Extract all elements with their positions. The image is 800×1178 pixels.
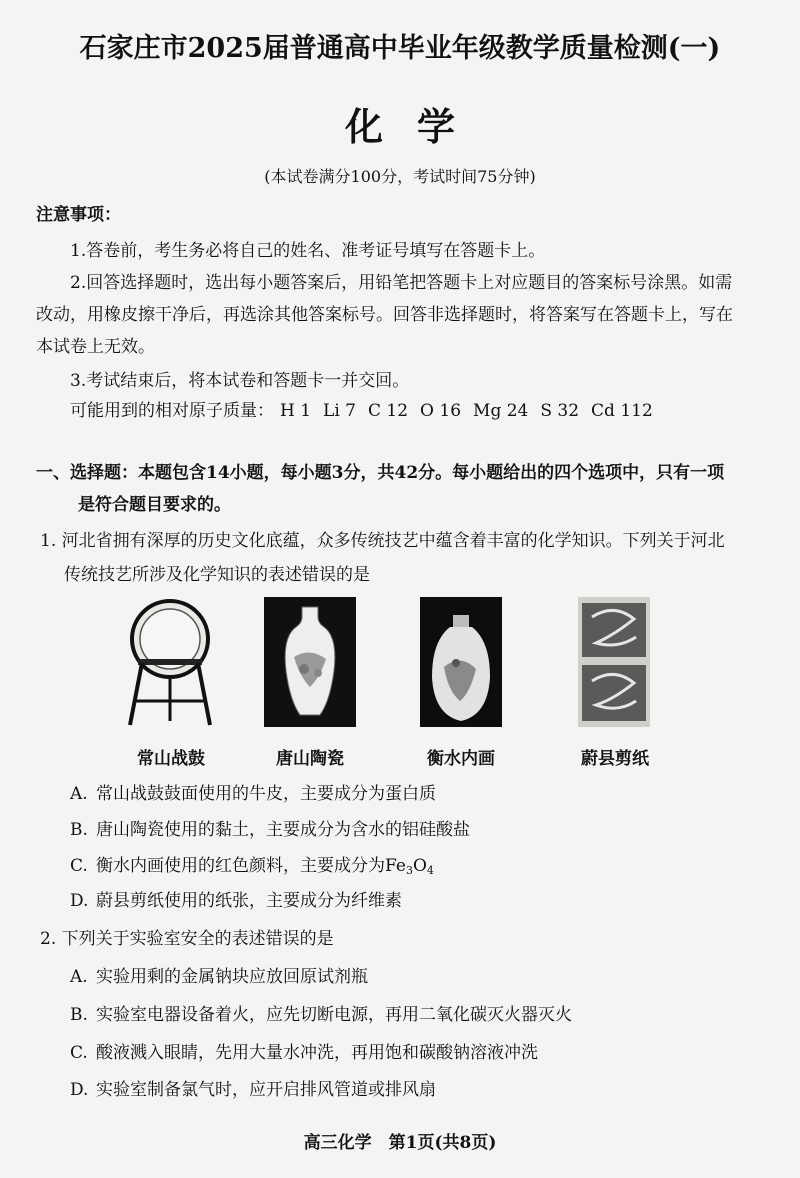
figure-caption: 唐山陶瓷 [276, 749, 344, 769]
option-letter: C. [70, 1043, 88, 1063]
option-text: 蔚县剪纸使用的纸张，主要成分为纤维素 [96, 891, 402, 911]
atomic-mass: C 12 [368, 401, 409, 421]
question-1-stem-line-2: 传统技艺所涉及化学知识的表述错误的是 [64, 565, 370, 585]
atomic-mass: O 16 [420, 401, 462, 421]
question-2-option-c [70, 1038, 538, 1063]
figure-caption: 蔚县剪纸 [581, 749, 649, 769]
section-1-line-2: 是符合题目要求的。 [78, 495, 231, 515]
option-text: 唐山陶瓷使用的黏土，主要成分为含水的铝硅酸盐 [96, 820, 470, 840]
notice-item-2-line-2: 改动，用橡皮擦干净后，再选涂其他答案标号。回答非选择题时，将答案写在答题卡上，写在 [36, 305, 733, 325]
page-footer: 高三化学 第1页(共8页) [303, 1133, 497, 1153]
exam-title: 石家庄市2025届普通高中毕业年级教学质量检测(一) [79, 33, 721, 64]
question-1-option-b [70, 815, 470, 840]
question-2-option-b [70, 1000, 572, 1025]
notice-item-2-line-3: 本试卷上无效。 [36, 337, 155, 357]
option-letter: C. [70, 856, 88, 876]
war-drum-image [120, 597, 220, 727]
option-text: 衡水内画使用的红色颜料，主要成分为Fe [96, 856, 406, 876]
paper-cutting-image [578, 597, 650, 727]
atomic-masses [70, 396, 665, 421]
option-text: 实验用剩的金属钠块应放回原试剂瓶 [96, 967, 368, 987]
notice-item-2-line-1: 2.回答选择题时，选出每小题答案后，用铅笔把答题卡上对应题目的答案标号涂黑。如需 [70, 273, 733, 293]
atomic-mass: Li 7 [323, 401, 356, 421]
question-2-option-a [70, 962, 368, 987]
question-1-stem-line-1: 1. 河北省拥有深厚的历史文化底蕴，众多传统技艺中蕴含着丰富的化学知识。下列关于河北 [40, 531, 725, 551]
option-text: 实验室电器设备着火，应先切断电源，再用二氧化碳灭火器灭火 [96, 1005, 572, 1025]
atomic-mass: S 32 [540, 401, 580, 421]
question-1-option-c [70, 851, 434, 877]
option-letter: D. [70, 1080, 89, 1100]
option-text: 酸液溅入眼睛，先用大量水冲洗，再用饱和碳酸钠溶液冲洗 [96, 1043, 538, 1063]
question-1-option-a [70, 779, 436, 804]
formula-part: O [412, 856, 427, 876]
option-text: 常山战鼓鼓面使用的牛皮，主要成分为蛋白质 [96, 784, 436, 804]
option-letter: B. [70, 1005, 88, 1025]
section-1-line-1: 一、选择题：本题包含14小题，每小题3分，共42分。每小题给出的四个选项中，只有一项 [36, 463, 725, 483]
subscript: 4 [426, 864, 434, 877]
subject-title: 化学 [344, 104, 489, 149]
option-letter: A. [70, 784, 88, 804]
atomic-masses-label: 可能用到的相对原子质量： [70, 401, 274, 421]
question-2-stem: 2. 下列关于实验室安全的表述错误的是 [40, 929, 334, 949]
subscript: 3 [405, 864, 413, 877]
figure-caption: 常山战鼓 [137, 749, 205, 769]
option-letter: B. [70, 820, 88, 840]
atomic-mass: Cd 112 [591, 401, 653, 421]
notice-item-1: 1.答卷前，考生务必将自己的姓名、准考证号填写在答题卡上。 [70, 241, 546, 261]
atomic-mass: Mg 24 [473, 401, 529, 421]
porcelain-vase-image [264, 597, 356, 727]
figure-caption: 衡水内画 [427, 749, 495, 769]
exam-info: (本试卷满分100分，考试时间75分钟) [264, 167, 536, 186]
notice-item-3: 3.考试结束后，将本试卷和答题卡一并交回。 [70, 371, 410, 391]
option-letter: D. [70, 891, 89, 911]
inner-painting-bottle-image [420, 597, 502, 727]
notice-heading: 注意事项： [36, 205, 121, 225]
question-1-option-d [70, 886, 402, 911]
question-2-option-d [70, 1075, 436, 1100]
atomic-mass: H 1 [280, 401, 312, 421]
option-letter: A. [70, 967, 88, 987]
question-1-figures [0, 597, 800, 767]
option-text: 实验室制备氯气时，应开启排风管道或排风扇 [96, 1080, 436, 1100]
